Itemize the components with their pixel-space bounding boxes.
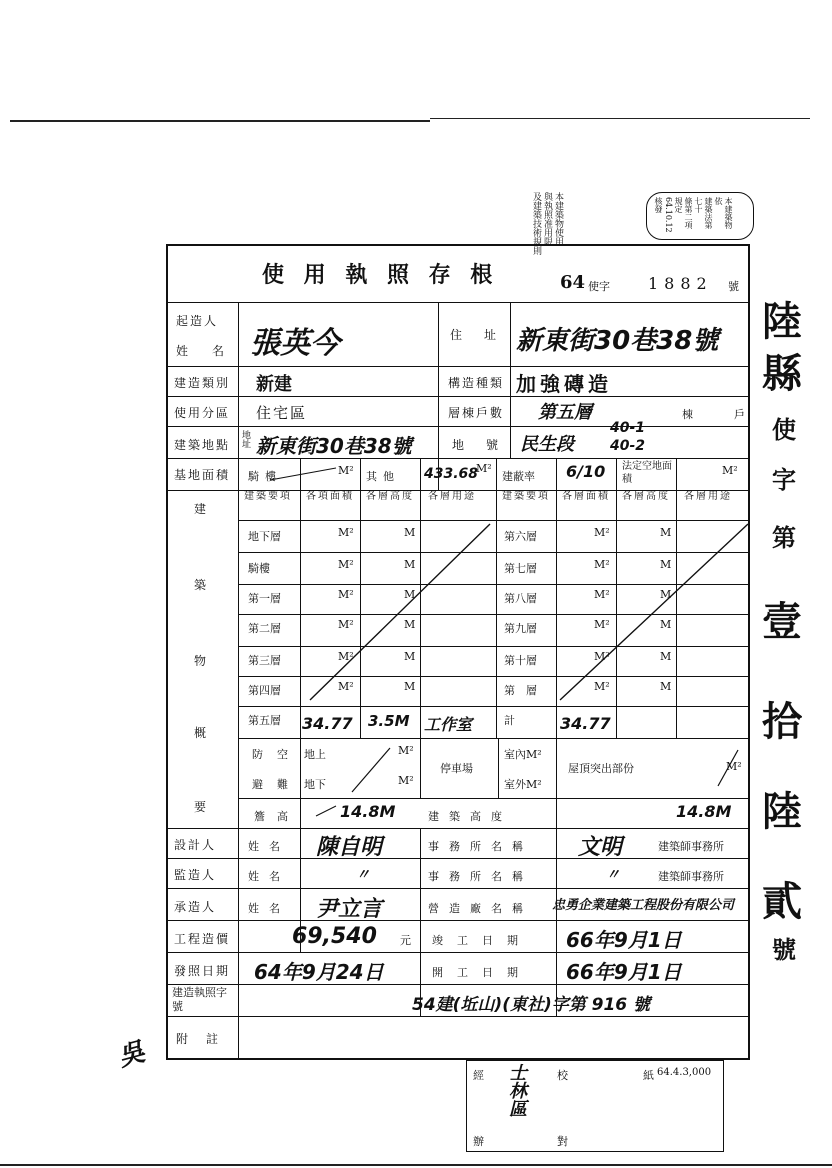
unit-label: M — [660, 588, 672, 601]
start-label: 開工日期 — [432, 966, 532, 979]
top-stamp-oval: 本建築物依 建築法第七十 條第二項規定 64.10.12 核發 — [646, 192, 754, 240]
lot-number-1: 40-1 — [610, 420, 646, 436]
supervisor-office: 〃 — [606, 867, 620, 883]
height-value: 14.8M — [676, 802, 732, 821]
unit-label: M — [404, 588, 416, 601]
unit-label: M² — [594, 588, 610, 601]
coverage-label: 建蔽率 — [502, 470, 535, 483]
owner-sublabel: 姓名 — [176, 344, 249, 358]
other-area-unit: M² — [476, 462, 492, 475]
other-area-value: 433.68 — [424, 466, 479, 482]
height-label: 建築高度 — [428, 810, 512, 823]
floor-label-left: 第四層 — [248, 684, 281, 697]
floor-label-left: 第一層 — [248, 592, 281, 605]
site-label: 建築地點 — [174, 438, 231, 452]
unit-label: M — [660, 526, 672, 539]
fifth-floor-use: 工作室 — [424, 715, 473, 734]
zoning-value: 住宅區 — [256, 404, 308, 422]
shelter-below-label: 地下 — [304, 778, 326, 791]
shelter-above-label: 地上 — [304, 748, 326, 761]
building-type-value: 新建 — [256, 374, 292, 395]
supervisor-name-label: 姓名 — [248, 870, 290, 883]
floor-label-left: 第二層 — [248, 622, 281, 635]
summary-header-right: 各層高度 — [622, 491, 670, 502]
cost-value: 69,540 — [292, 924, 377, 949]
unit-label: M — [404, 526, 416, 539]
designer-name: 陳自明 — [316, 835, 383, 860]
fifth-floor-area: 34.77 — [302, 714, 353, 733]
floors-value: 第五層 — [538, 402, 592, 423]
lot-section: 民生段 — [520, 434, 574, 455]
roof-label: 屋頂突出部份 — [568, 762, 634, 775]
contractor-factory: 忠勇企業建築工程股份有限公司 — [552, 898, 735, 913]
unit-label: M — [404, 558, 416, 571]
summary-header-left: 各項面積 — [306, 491, 354, 502]
summary-header-left: 各層用途 — [428, 491, 476, 502]
bottom-left-mark: 吳 — [115, 1037, 149, 1073]
start-value: 66年9月1日 — [566, 960, 682, 984]
unit-label: M² — [338, 650, 354, 663]
summary-header-right: 各層面積 — [562, 491, 610, 502]
floor-label-left: 第三層 — [248, 654, 281, 667]
unit-label: M² — [338, 680, 354, 693]
summary-header-right: 各層用途 — [684, 491, 732, 502]
supervisor-label: 監造人 — [174, 868, 217, 882]
lot-number-2: 40-2 — [610, 438, 646, 454]
unit-label: M² — [594, 650, 610, 663]
unit-label: M — [660, 650, 672, 663]
notes-label: 附註 — [176, 1032, 237, 1046]
designer-label: 設計人 — [174, 838, 217, 852]
floors-unit-building: 棟 — [682, 408, 693, 421]
shelter-above-unit: M² — [398, 744, 414, 757]
permit-prefix: 64 — [560, 272, 586, 293]
unit-label: M — [660, 558, 672, 571]
top-stamp-left: 本建築物使用 與執照准用限 及建築技術規則 — [531, 192, 563, 255]
open-space-label: 法定空地面積 — [622, 461, 672, 485]
total-area: 34.77 — [560, 714, 611, 733]
issue-value: 64年9月24日 — [254, 960, 384, 984]
license-value: 54建(坵山)(東社)字第 916 號 — [412, 995, 651, 1015]
arcade-unit: M² — [338, 464, 354, 477]
floors-unit-household: 戶 — [734, 408, 745, 421]
address-label: 住址 — [450, 328, 519, 342]
supervisor-office-type: 建築師事務所 — [658, 870, 724, 883]
notes-field — [242, 1022, 742, 1056]
completion-label: 竣工日期 — [432, 934, 532, 947]
contractor-label: 承造人 — [174, 900, 217, 914]
floor-label-right: 第八層 — [504, 592, 537, 605]
roof-unit: M² — [726, 760, 742, 773]
contractor-name-label: 姓名 — [248, 902, 290, 915]
unit-label: M² — [338, 618, 354, 631]
completion-value: 66年9月1日 — [566, 928, 682, 952]
unit-label: M — [404, 618, 416, 631]
bottom-stamp-box: 經 士林區 辦 校 對 紙 64.4.3,000 — [466, 1060, 724, 1152]
unit-label: M² — [594, 558, 610, 571]
floor-label-right: 計 — [504, 714, 515, 727]
issue-label: 發照日期 — [174, 964, 231, 978]
floor-label-left: 地下層 — [248, 530, 281, 543]
open-space-unit: M² — [722, 464, 738, 477]
other-label: 其他 — [366, 470, 400, 483]
floor-label-right: 第十層 — [504, 654, 537, 667]
contractor-factory-label: 營造廠名稱 — [428, 902, 533, 915]
eaves-label: 簷高 — [254, 810, 300, 823]
cost-unit: 元 — [400, 934, 411, 947]
floor-label-left: 騎樓 — [248, 562, 270, 575]
site-address: 新東街30巷38號 — [256, 434, 412, 458]
structure-value: 加強磚造 — [516, 372, 612, 396]
unit-label: M² — [594, 618, 610, 631]
building-type-label: 建造類別 — [174, 376, 231, 390]
supervisor-office-label: 事務所名稱 — [428, 870, 533, 883]
permit-mid: 使字 — [588, 280, 610, 293]
supervisor-name: 〃 — [356, 867, 370, 883]
shelter-label-2: 避難 — [252, 778, 302, 791]
parking-indoor: 室內M² — [504, 748, 542, 761]
parking-outdoor: 室外M² — [504, 778, 542, 791]
designer-office: 文明 — [578, 835, 623, 860]
summary-header-right: 建築要項 — [502, 491, 550, 502]
designer-office-label: 事務所名稱 — [428, 840, 533, 853]
designer-office-type: 建築師事務所 — [658, 840, 724, 853]
structure-label: 構造種類 — [448, 376, 505, 390]
unit-label: M² — [594, 526, 610, 539]
permit-number: 1882 — [648, 274, 713, 293]
owner-address: 新東街30巷38號 — [516, 326, 719, 356]
site-area-label: 基地面積 — [174, 468, 231, 482]
unit-label: M — [660, 680, 672, 693]
summary-header-left: 各層高度 — [366, 491, 414, 502]
unit-label: M — [404, 680, 416, 693]
shelter-label-1: 防空 — [252, 748, 302, 761]
coverage-value: 6/10 — [566, 462, 606, 481]
owner-name: 張英今 — [250, 326, 340, 361]
unit-label: M — [660, 618, 672, 631]
unit-label: M — [404, 650, 416, 663]
designer-name-label: 姓名 — [248, 840, 290, 853]
site-prefix: 地址 — [240, 430, 250, 448]
floors-label: 層棟戶數 — [448, 406, 505, 420]
unit-label: M² — [338, 558, 354, 571]
floor-label-right: 第九層 — [504, 622, 537, 635]
summary-header-left: 建築要項 — [244, 491, 292, 502]
unit-label: M² — [338, 588, 354, 601]
shelter-below-unit: M² — [398, 774, 414, 787]
owner-label: 起造人 — [176, 314, 219, 328]
unit-label: M² — [594, 680, 610, 693]
eaves-value: 14.8M — [340, 802, 396, 821]
zoning-label: 使用分區 — [174, 406, 231, 420]
floor-label-right: 第七層 — [504, 562, 537, 575]
floor-label-right: 第六層 — [504, 530, 537, 543]
permit-suffix: 號 — [728, 280, 739, 293]
fifth-floor-height: 3.5M — [368, 712, 410, 730]
floor-label-right: 第 層 — [504, 684, 537, 697]
form-title: 使 用 執 照 存 根 — [262, 262, 499, 288]
arcade-label: 騎樓 — [248, 470, 282, 483]
floor-label-left: 第五層 — [248, 714, 281, 727]
license-label: 建造執照字號 — [172, 986, 227, 1013]
cost-label: 工程造價 — [174, 932, 231, 946]
lot-label: 地號 — [452, 438, 521, 452]
unit-label: M² — [338, 526, 354, 539]
contractor-name: 尹立言 — [316, 897, 383, 922]
parking-label: 停車場 — [440, 762, 473, 775]
